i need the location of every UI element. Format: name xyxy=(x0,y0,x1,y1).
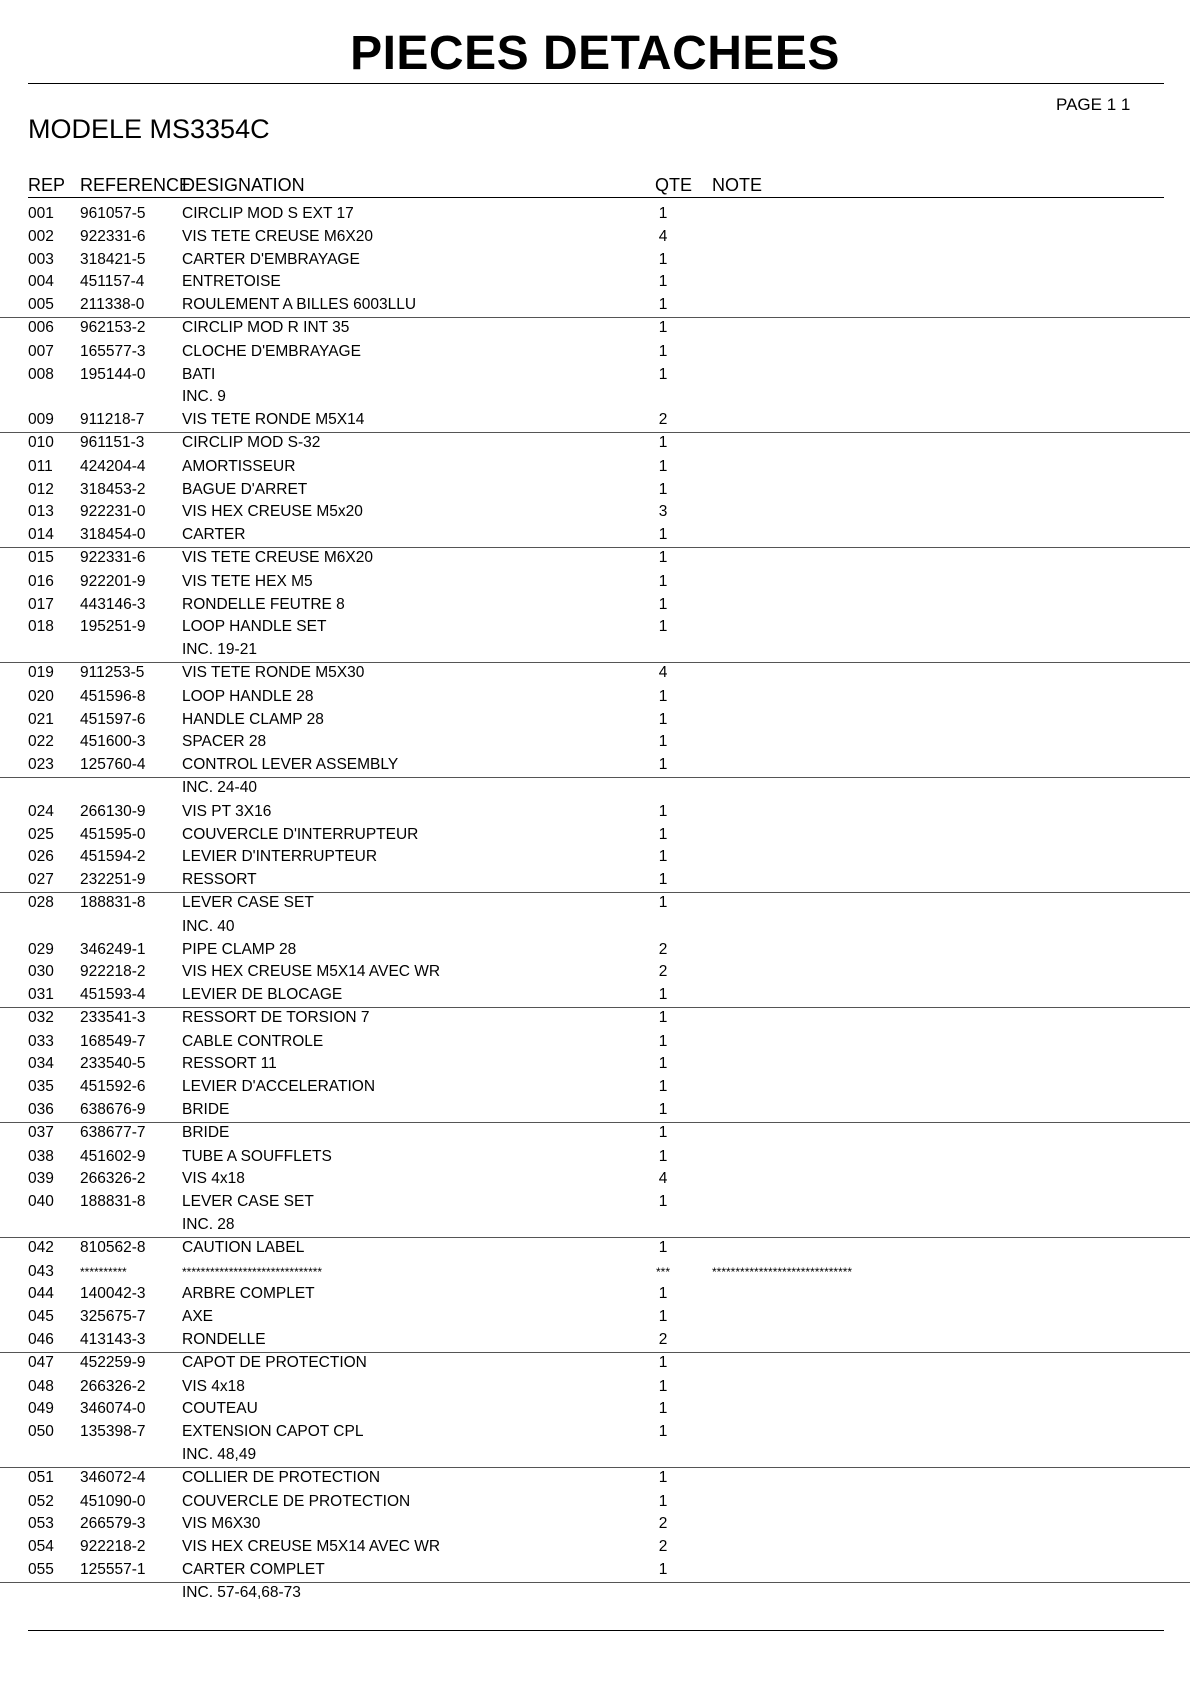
row-rep: 035 xyxy=(28,1078,54,1096)
row-designation: INC. 48,49 xyxy=(182,1446,257,1464)
row-qte: 1 xyxy=(658,1353,668,1371)
table-row xyxy=(0,1053,1190,1076)
row-designation: CARTER COMPLET xyxy=(182,1561,325,1579)
row-designation: AMORTISSEUR xyxy=(182,457,296,475)
row-designation: CIRCLIP MOD S-32 xyxy=(182,433,321,451)
table-row xyxy=(0,1191,1190,1214)
row-designation: LOOP HANDLE SET xyxy=(182,618,327,636)
row-rep: 003 xyxy=(28,250,54,268)
row-reference: 451592-6 xyxy=(80,1078,146,1096)
page-title: PIECES DETACHEES xyxy=(350,27,840,80)
row-designation: CARTER D'EMBRAYAGE xyxy=(182,250,360,268)
row-designation: RONDELLE xyxy=(182,1331,266,1349)
row-qte: 1 xyxy=(658,457,668,475)
table-row xyxy=(0,1376,1190,1399)
table-row xyxy=(0,1283,1190,1306)
row-rep: 009 xyxy=(28,411,54,429)
row-qte: *** xyxy=(655,1264,670,1279)
row-reference: 211338-0 xyxy=(80,296,145,314)
row-designation: VIS TETE RONDE M5X30 xyxy=(182,663,365,681)
row-reference: 195144-0 xyxy=(80,365,146,383)
row-reference: 451090-0 xyxy=(80,1492,146,1510)
table-row xyxy=(0,846,1190,869)
row-designation: LEVER CASE SET xyxy=(182,1193,314,1211)
table-row xyxy=(0,547,1190,571)
row-qte: 1 xyxy=(658,318,668,336)
row-designation: CIRCLIP MOD S EXT 17 xyxy=(182,205,354,222)
row-designation: RONDELLE FEUTRE 8 xyxy=(182,595,345,613)
row-designation: CARTER xyxy=(182,526,246,544)
row-designation: BATI xyxy=(182,365,216,383)
row-designation: AXE xyxy=(182,1308,214,1326)
table-row xyxy=(0,984,1190,1007)
row-designation: CABLE CONTROLE xyxy=(182,1032,324,1050)
row-reference: 168549-7 xyxy=(80,1032,146,1050)
row-designation: VIS HEX CREUSE M5X14 AVEC WR xyxy=(182,1538,441,1556)
row-rep: 049 xyxy=(28,1400,54,1418)
row-reference: 638676-9 xyxy=(80,1101,146,1119)
row-qte: 1 xyxy=(658,1238,668,1256)
row-reference: 911218-7 xyxy=(80,411,145,429)
row-reference: 451600-3 xyxy=(80,733,146,751)
row-designation: VIS TETE HEX M5 xyxy=(182,572,313,590)
table-row xyxy=(0,249,1190,272)
page-number: PAGE 1 1 xyxy=(1056,95,1131,114)
row-designation: EXTENSION CAPOT CPL xyxy=(182,1423,364,1441)
row-reference: 638677-7 xyxy=(80,1123,146,1141)
row-designation: INC. 40 xyxy=(182,917,235,935)
row-reference: 413143-3 xyxy=(80,1331,146,1349)
row-qte: 1 xyxy=(658,986,668,1004)
row-designation: INC. 9 xyxy=(182,388,226,406)
row-rep: 048 xyxy=(28,1377,54,1395)
row-reference: 266326-2 xyxy=(80,1377,146,1395)
row-rep: 029 xyxy=(28,940,54,958)
row-qte: 1 xyxy=(658,1377,668,1395)
table-row xyxy=(0,479,1190,502)
row-qte: 1 xyxy=(658,893,668,911)
row-reference: 266579-3 xyxy=(80,1515,146,1533)
table-row xyxy=(0,271,1190,294)
row-rep: 017 xyxy=(28,595,54,613)
row-designation: VIS PT 3X16 xyxy=(182,802,272,820)
row-reference: 233540-5 xyxy=(80,1055,146,1073)
row-reference: 188831-8 xyxy=(80,893,146,911)
table-row xyxy=(0,456,1190,479)
table-row xyxy=(0,1306,1190,1329)
row-designation: PIPE CLAMP 28 xyxy=(182,940,297,958)
row-rep: 005 xyxy=(28,296,54,314)
row-reference: 810562-8 xyxy=(80,1238,146,1256)
row-rep: 011 xyxy=(28,457,53,475)
table-row xyxy=(0,777,1190,801)
row-reference: 452259-9 xyxy=(80,1353,146,1371)
row-designation: LEVIER D'ACCELERATION xyxy=(182,1078,376,1096)
row-reference: 443146-3 xyxy=(80,595,146,613)
row-qte: 1 xyxy=(658,548,668,566)
row-rep: 055 xyxy=(28,1561,54,1579)
row-qte: 1 xyxy=(658,1492,668,1510)
table-row xyxy=(0,364,1190,387)
table-row xyxy=(0,386,1190,409)
row-qte: 1 xyxy=(658,733,668,751)
row-qte: 4 xyxy=(658,227,668,245)
table-row xyxy=(0,1099,1190,1122)
row-qte: 1 xyxy=(658,825,668,843)
row-reference: 961057-5 xyxy=(80,205,146,222)
row-qte: 2 xyxy=(658,940,668,958)
row-reference: 165577-3 xyxy=(80,342,146,360)
header-qte: QTE xyxy=(655,175,693,195)
row-reference: 922331-6 xyxy=(80,548,146,566)
row-reference: 318454-0 xyxy=(80,526,146,544)
row-reference: 922218-2 xyxy=(80,1538,146,1556)
row-reference: 451602-9 xyxy=(80,1147,146,1165)
row-rep: 002 xyxy=(28,227,54,245)
row-qte: 1 xyxy=(658,756,668,774)
row-qte: 1 xyxy=(658,572,668,590)
row-reference: 451595-0 xyxy=(80,825,146,843)
row-rep: 030 xyxy=(28,963,54,981)
footer-rule xyxy=(28,1630,1164,1631)
row-qte: 1 xyxy=(658,802,668,820)
row-designation: INC. 57-64,68-73 xyxy=(182,1583,301,1601)
table-row xyxy=(0,571,1190,594)
table-row xyxy=(0,709,1190,732)
row-reference: 922201-9 xyxy=(80,572,146,590)
row-rep: 050 xyxy=(28,1423,54,1441)
row-designation: ****************************** xyxy=(182,1264,323,1279)
row-note: ****************************** xyxy=(712,1264,853,1279)
table-row xyxy=(0,754,1190,777)
row-reference: 451596-8 xyxy=(80,687,146,705)
row-designation: VIS TETE RONDE M5X14 xyxy=(182,411,365,429)
row-designation: RESSORT DE TORSION 7 xyxy=(182,1008,370,1026)
row-designation: COUTEAU xyxy=(182,1400,258,1418)
row-qte: 1 xyxy=(658,1147,668,1165)
row-rep: 025 xyxy=(28,825,54,843)
table-row xyxy=(0,731,1190,754)
table-row xyxy=(0,1237,1190,1261)
row-reference: 346074-0 xyxy=(80,1400,146,1418)
row-qte: 1 xyxy=(658,296,668,314)
table-row xyxy=(0,1352,1190,1376)
table-row xyxy=(0,1444,1190,1467)
row-rep: 033 xyxy=(28,1032,54,1050)
table-row xyxy=(0,1007,1190,1031)
row-designation: VIS TETE CREUSE M6X20 xyxy=(182,227,373,245)
row-qte: 1 xyxy=(658,848,668,866)
row-rep: 023 xyxy=(28,756,54,774)
row-reference: 318421-5 xyxy=(80,250,146,268)
row-rep: 039 xyxy=(28,1170,54,1188)
row-qte: 1 xyxy=(658,1123,668,1141)
row-rep: 040 xyxy=(28,1193,54,1211)
row-rep: 007 xyxy=(28,342,54,360)
row-reference: 922331-6 xyxy=(80,227,146,245)
header-designation: DESIGNATION xyxy=(182,175,305,195)
row-designation: VIS 4x18 xyxy=(182,1170,245,1188)
table-row xyxy=(0,801,1190,824)
table-row xyxy=(0,501,1190,524)
row-qte: 1 xyxy=(658,205,668,222)
table-row xyxy=(0,1491,1190,1514)
row-qte: 1 xyxy=(658,1308,668,1326)
row-qte: 2 xyxy=(658,963,668,981)
row-designation: LEVIER D'INTERRUPTEUR xyxy=(182,848,378,866)
row-reference: 424204-4 xyxy=(80,457,146,475)
table-row xyxy=(0,1146,1190,1169)
table-row xyxy=(0,226,1190,249)
row-qte: 1 xyxy=(658,1285,668,1303)
table-row xyxy=(0,892,1190,916)
row-reference: 911253-5 xyxy=(80,663,145,681)
row-rep: 016 xyxy=(28,572,54,590)
row-rep: 038 xyxy=(28,1147,54,1165)
row-rep: 031 xyxy=(28,986,54,1004)
row-designation: CIRCLIP MOD R INT 35 xyxy=(182,318,350,336)
table-row xyxy=(0,686,1190,709)
row-reference: 451157-4 xyxy=(80,273,145,291)
row-reference: 135398-7 xyxy=(80,1423,146,1441)
row-qte: 1 xyxy=(658,342,668,360)
row-designation: INC. 19-21 xyxy=(182,641,257,659)
row-rep: 020 xyxy=(28,687,54,705)
row-rep: 032 xyxy=(28,1008,54,1026)
row-qte: 4 xyxy=(658,1170,668,1188)
table-row xyxy=(0,616,1190,639)
row-designation: LOOP HANDLE 28 xyxy=(182,687,314,705)
row-designation: VIS M6X30 xyxy=(182,1515,261,1533)
table-row xyxy=(0,524,1190,547)
row-rep: 027 xyxy=(28,871,54,889)
row-designation: VIS TETE CREUSE M6X20 xyxy=(182,548,373,566)
table-row xyxy=(0,939,1190,962)
row-qte: 4 xyxy=(658,663,668,681)
table-row xyxy=(0,409,1190,432)
table-row xyxy=(0,1559,1190,1582)
row-reference: 451593-4 xyxy=(80,986,146,1004)
table-row xyxy=(0,1031,1190,1054)
row-qte: 1 xyxy=(658,1423,668,1441)
row-qte: 1 xyxy=(658,1032,668,1050)
row-rep: 026 xyxy=(28,848,54,866)
row-designation: INC. 28 xyxy=(182,1216,235,1234)
row-rep: 001 xyxy=(28,205,54,222)
row-designation: ARBRE COMPLET xyxy=(182,1285,315,1303)
row-rep: 037 xyxy=(28,1123,54,1141)
row-designation: HANDLE CLAMP 28 xyxy=(182,710,324,728)
row-qte: 2 xyxy=(658,1538,668,1556)
row-qte: 1 xyxy=(658,1193,668,1211)
row-designation: VIS HEX CREUSE M5X14 AVEC WR xyxy=(182,963,441,981)
row-reference: 140042-3 xyxy=(80,1285,146,1303)
row-rep: 019 xyxy=(28,663,54,681)
row-designation: CONTROL LEVER ASSEMBLY xyxy=(182,756,399,774)
row-designation: CAUTION LABEL xyxy=(182,1238,305,1256)
row-rep: 024 xyxy=(28,802,54,820)
row-rep: 053 xyxy=(28,1515,54,1533)
row-rep: 051 xyxy=(28,1468,54,1486)
row-qte: 1 xyxy=(658,595,668,613)
row-qte: 1 xyxy=(658,1400,668,1418)
row-rep: 044 xyxy=(28,1285,54,1303)
row-reference: 346249-1 xyxy=(80,940,146,958)
row-designation: COLLIER DE PROTECTION xyxy=(182,1468,381,1486)
table-row xyxy=(0,1214,1190,1237)
row-designation: COUVERCLE D'INTERRUPTEUR xyxy=(182,825,419,843)
row-reference: 961151-3 xyxy=(80,433,145,451)
model-label: MODELE MS3354C xyxy=(28,114,270,144)
row-rep: 054 xyxy=(28,1538,54,1556)
table-row xyxy=(0,1513,1190,1536)
header-rep: REP xyxy=(28,175,66,195)
row-designation: VIS 4x18 xyxy=(182,1377,245,1395)
table-row xyxy=(0,294,1190,317)
row-reference: 922218-2 xyxy=(80,963,146,981)
parts-table xyxy=(0,203,1190,1606)
row-qte: 3 xyxy=(658,503,668,521)
row-designation: LEVER CASE SET xyxy=(182,893,314,911)
table-row xyxy=(0,1582,1190,1606)
table-row xyxy=(0,1536,1190,1559)
table-row xyxy=(0,341,1190,364)
table-row xyxy=(0,662,1190,686)
row-qte: 1 xyxy=(658,687,668,705)
table-row xyxy=(0,1398,1190,1421)
row-reference: 233541-3 xyxy=(80,1008,146,1026)
row-qte: 1 xyxy=(658,871,668,889)
row-rep: 036 xyxy=(28,1101,54,1119)
row-reference: 962153-2 xyxy=(80,318,146,336)
row-designation: ENTRETOISE xyxy=(182,273,281,291)
row-designation: SPACER 28 xyxy=(182,733,267,751)
row-qte: 1 xyxy=(658,1055,668,1073)
row-qte: 1 xyxy=(658,1008,668,1026)
row-designation: CLOCHE D'EMBRAYAGE xyxy=(182,342,361,360)
row-reference: 451597-6 xyxy=(80,710,146,728)
row-qte: 1 xyxy=(658,1101,668,1119)
row-qte: 2 xyxy=(658,1331,668,1349)
row-rep: 004 xyxy=(28,273,54,291)
row-designation: BRIDE xyxy=(182,1101,230,1119)
header-reference: REFERENCE xyxy=(80,175,192,195)
row-rep: 013 xyxy=(28,503,54,521)
row-rep: 034 xyxy=(28,1055,54,1073)
row-qte: 1 xyxy=(658,1078,668,1096)
row-qte: 1 xyxy=(658,273,668,291)
row-reference: 318453-2 xyxy=(80,480,146,498)
row-qte: 1 xyxy=(658,618,668,636)
row-qte: 1 xyxy=(658,1561,668,1579)
row-reference: 325675-7 xyxy=(80,1308,146,1326)
row-rep: 021 xyxy=(28,710,54,728)
row-reference: ********** xyxy=(80,1264,127,1279)
row-rep: 052 xyxy=(28,1492,54,1510)
table-row xyxy=(0,916,1190,939)
table-row xyxy=(0,1076,1190,1099)
row-designation: TUBE A SOUFFLETS xyxy=(182,1147,332,1165)
row-reference: 188831-8 xyxy=(80,1193,146,1211)
row-reference: 125557-1 xyxy=(80,1561,146,1579)
row-rep: 012 xyxy=(28,480,54,498)
table-row xyxy=(0,1261,1190,1284)
row-qte: 1 xyxy=(658,526,668,544)
row-rep: 008 xyxy=(28,365,54,383)
table-row xyxy=(0,1467,1190,1491)
row-qte: 1 xyxy=(658,250,668,268)
row-rep: 045 xyxy=(28,1308,54,1326)
header-note: NOTE xyxy=(712,175,763,195)
row-rep: 014 xyxy=(28,526,54,544)
title-rule xyxy=(28,83,1164,84)
table-row xyxy=(0,869,1190,892)
table-row xyxy=(0,1421,1190,1444)
row-rep: 047 xyxy=(28,1353,54,1371)
row-designation: INC. 24-40 xyxy=(182,778,257,796)
table-row xyxy=(0,1168,1190,1191)
row-designation: CAPOT DE PROTECTION xyxy=(182,1353,367,1371)
row-rep: 042 xyxy=(28,1238,54,1256)
row-rep: 022 xyxy=(28,733,54,751)
row-qte: 1 xyxy=(658,1468,668,1486)
row-designation: LEVIER DE BLOCAGE xyxy=(182,986,343,1004)
row-designation: VIS HEX CREUSE M5x20 xyxy=(182,503,363,521)
row-reference: 125760-4 xyxy=(80,756,146,774)
row-qte: 1 xyxy=(658,480,668,498)
row-rep: 010 xyxy=(28,433,54,451)
table-row xyxy=(0,961,1190,984)
row-designation: BAGUE D'ARRET xyxy=(182,480,308,498)
row-qte: 1 xyxy=(658,710,668,728)
row-qte: 1 xyxy=(658,365,668,383)
row-qte: 1 xyxy=(658,433,668,451)
row-reference: 346072-4 xyxy=(80,1468,146,1486)
row-designation: RESSORT 11 xyxy=(182,1055,277,1073)
row-designation: BRIDE xyxy=(182,1123,230,1141)
table-row xyxy=(0,1329,1190,1352)
row-rep: 018 xyxy=(28,618,54,636)
row-designation: COUVERCLE DE PROTECTION xyxy=(182,1492,411,1510)
header-rule xyxy=(28,197,1164,198)
row-rep: 006 xyxy=(28,318,54,336)
table-header xyxy=(0,175,1190,197)
row-reference: 922231-0 xyxy=(80,503,146,521)
table-row xyxy=(0,1122,1190,1146)
table-row xyxy=(0,824,1190,847)
row-reference: 266326-2 xyxy=(80,1170,146,1188)
table-row xyxy=(0,432,1190,456)
row-rep: 043 xyxy=(28,1262,54,1280)
row-rep: 046 xyxy=(28,1331,54,1349)
row-designation: ROULEMENT A BILLES 6003LLU xyxy=(182,296,417,314)
row-reference: 195251-9 xyxy=(80,618,146,636)
row-qte: 2 xyxy=(658,411,668,429)
row-reference: 266130-9 xyxy=(80,802,146,820)
row-qte: 2 xyxy=(658,1515,668,1533)
table-row xyxy=(0,203,1190,226)
row-designation: RESSORT xyxy=(182,871,257,889)
row-reference: 232251-9 xyxy=(80,871,146,889)
table-row xyxy=(0,639,1190,662)
row-reference: 451594-2 xyxy=(80,848,146,866)
table-row xyxy=(0,317,1190,341)
row-rep: 028 xyxy=(28,893,54,911)
row-rep: 015 xyxy=(28,548,54,566)
table-row xyxy=(0,594,1190,617)
